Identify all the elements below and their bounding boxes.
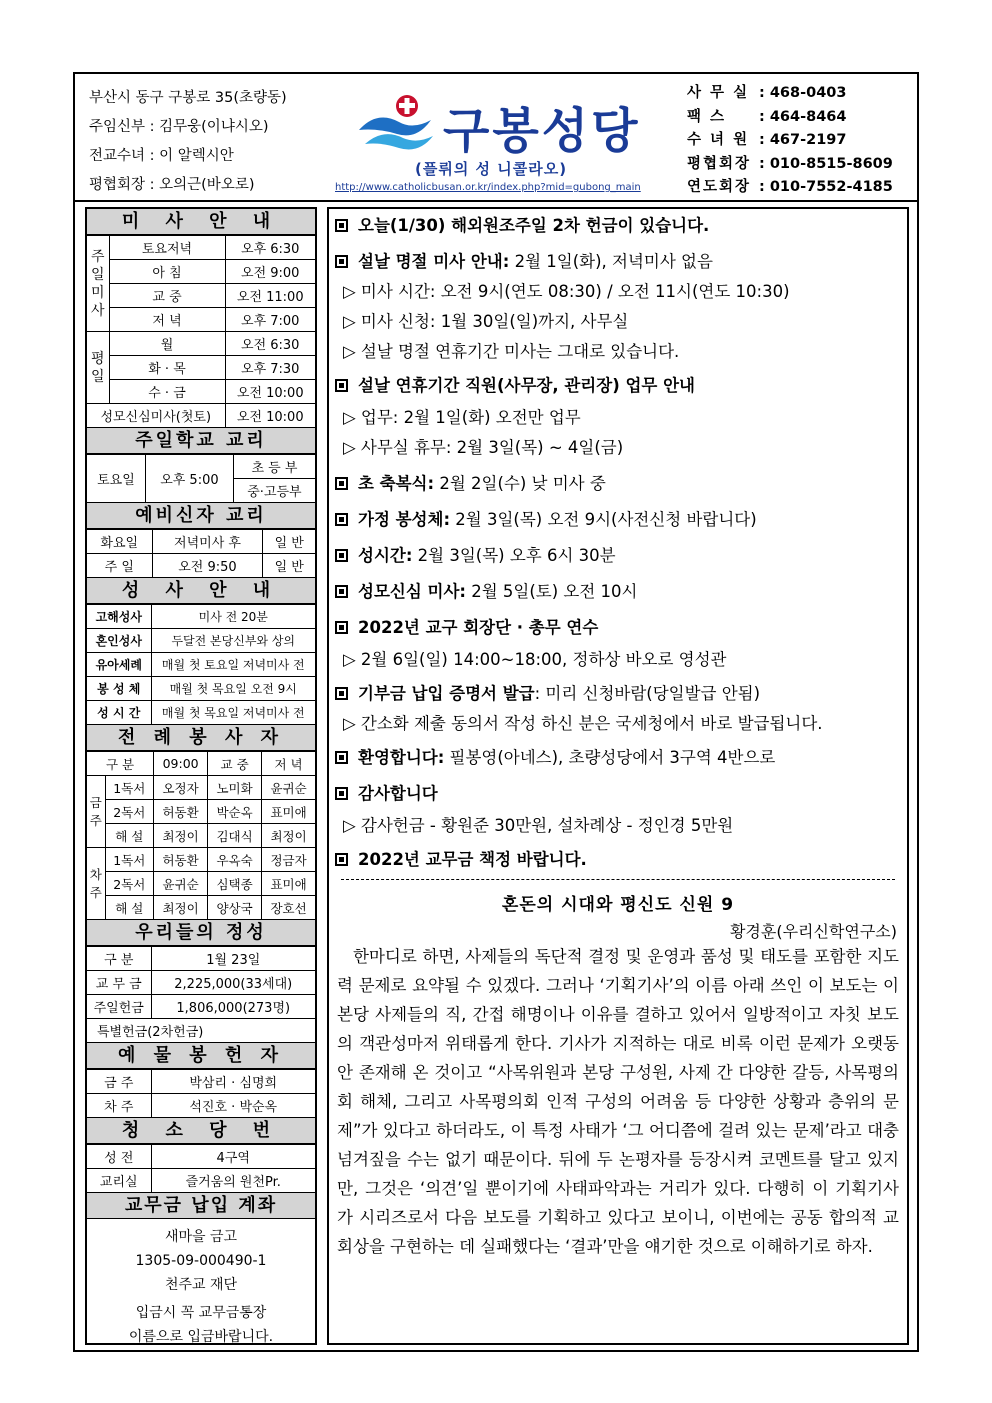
mass-title: 미 사 안 내 <box>87 209 315 235</box>
notice-item: 감사합니다 <box>335 783 901 805</box>
notice-item: 2022년 교구 회장단 · 총무 연수 <box>335 617 901 639</box>
pastor: 주임신부 : 김무웅(이냐시오) <box>89 119 269 135</box>
sacraments-title: 성 사 안 내 <box>87 578 315 604</box>
divider <box>341 879 895 880</box>
donors-title: 예 물 봉 헌 자 <box>87 1043 315 1069</box>
bullet-icon <box>335 513 348 526</box>
bulletin-frame <box>73 72 919 1352</box>
header <box>75 74 917 202</box>
weekday-mass-label: 평일 <box>87 332 109 404</box>
donors-table: 금 주 박삼리 · 심명희 차 주 석진호 · 박순옥 <box>87 1069 315 1118</box>
bank-title: 교무금 납입 계좌 <box>87 1193 315 1219</box>
parish-title: 구봉성당 <box>443 103 641 159</box>
parish-logo <box>335 88 675 198</box>
notice-item: 오늘(1/30) 해외원조주일 2차 헌금이 있습니다. <box>335 215 901 237</box>
catechumen-title: 예비신자 교리 <box>87 503 315 529</box>
bullet-icon <box>335 751 348 764</box>
bullet-icon <box>335 255 348 268</box>
contact-list <box>687 82 893 200</box>
bullet-icon <box>335 219 348 232</box>
president: 평협회장 : 오의근(바오로) <box>89 177 255 193</box>
sister: 전교수녀 : 이 알렉시안 <box>89 148 234 164</box>
parish-patron: (플뤼의 성 니콜라오) <box>415 160 568 178</box>
notice-item: 초 축복식: 2월 2일(수) 낮 미사 중 <box>335 473 901 495</box>
contact-row: 수 녀 원 : 467-2197 <box>687 132 847 148</box>
notice-item: 성시간: 2월 3일(목) 오후 6시 30분 <box>335 545 901 567</box>
sacraments-table: 고해성사 미사 전 20분 혼인성사 두달전 본당신부와 상의 유아세례 매월 첫 토요일 저녁미사 전 봉 성 체 매월 첫 목요일 오전 9시 성 시 간 매월 첫 목요일 저녁미사 전 <box>87 604 315 725</box>
church-wave-icon <box>355 90 435 160</box>
catechumen-table: 화요일 저녁미사 후 일 반 주 일 오전 9:50 일 반 <box>87 529 315 578</box>
notice-item: 가정 봉성체: 2월 3일(목) 오전 9시(사전신청 바랍니다) <box>335 509 901 531</box>
contact-row: 연도회장 : 010-7552-4185 <box>687 179 893 195</box>
bullet-icon <box>335 787 348 800</box>
cleaning-table: 성 전 4구역 교리실 즐거움의 원천Pr. <box>87 1144 315 1193</box>
notice-item: 환영합니다: 필봉영(아네스), 초량성당에서 3구역 4반으로 <box>335 747 901 769</box>
sunday-school-table: 토요일 오후 5:00 초 등 부 중·고등부 <box>87 454 315 503</box>
bullet-icon <box>335 687 348 700</box>
bank-info: 새마을 금고 1305-09-000490-1 천주교 재단 입금시 꼭 교무금통장 이름으로 입금바랍니다. <box>128 1229 274 1345</box>
bullet-icon <box>335 585 348 598</box>
bullet-icon <box>335 853 348 866</box>
contact-row: 팩 스 : 464-8464 <box>687 108 847 125</box>
notice-item: 2022년 교무금 책정 바랍니다. <box>335 849 901 871</box>
liturgy-table: 구 분 09:00 교 중 저 녁 금주 1독서 오정자 노미화 윤귀순 2독서 허동환 박순옥 표미애 해 설 최정이 김대식 최정이 차주 1독서 허동환 우옥숙 정금자 2독서 윤귀순 심택종 표미애 해 설 최정이 양상국 장호선 <box>87 751 315 920</box>
mass-table: 주일미사 토요저녁 오후 6:30 아 침 오전 9:00 교 중 오전 11:00 저 녁 오후 7:00 평일 월 오전 6:30 화 · 목 오후 7:30 수 · 금 오전 10:00 성모신심미사(첫토) 오전 10:00 <box>87 235 315 428</box>
parish-url[interactable]: http://www.catholicbusan.or.kr/index.php?mid=gubong_main <box>335 182 641 193</box>
sunday-mass-label: 주일미사 <box>87 236 109 332</box>
notice-item: 설날 명절 미사 안내: 2월 1일(화), 저녁미사 없음 <box>335 251 901 273</box>
cleaning-title: 청 소 당 번 <box>87 1118 315 1144</box>
bullet-icon <box>335 549 348 562</box>
notice-item: 기부금 납입 증명서 발급: 미리 신청바람(당일발급 안됨) <box>335 683 901 705</box>
offering-title: 우리들의 정성 <box>87 920 315 946</box>
bullet-icon <box>335 621 348 634</box>
article-body: 한마디로 하면, 사제들의 독단적 결정 및 운영과 품성 및 태도를 포함한 지도력 문제로 요약될 수 있겠다. 그러나 ‘기획기사’의 이름 아래 쓰인 이 보도는 이 본당 사제들의 직, 간접 해명이나 이유를 결하고 있어서 일방적이고 자칫 보도의 객관성마저 위태롭게 한다. 기사가 지적하는 대로 비록 이런 문제가 오랫동안 존재해 온 것이고 “사목위원과 본당 구성원, 사제 간 다양한 갈등, 사목평의회 해체, 그리고 사목평의회 인적 구성의 어려움 등 다양한 상황과 층위의 문제”가 있다고 하더라도, 이 특정 사태가 ‘그 어디쯤에 걸려 있는 문제’라고 대충 넘겨짚을 수는 없기 때문이다. 뒤에 두 논평자를 등장시켜 코멘트를 달고 있지만, 그것은 ‘의견’일 뿐이기에 사태파악과는 거리가 있다. 다행히 이 기획기사가 시리즈로서 다음 보도를 기획하고 있다고 보이니, 이번에는 공동 합의적 교회상을 구현하는 데 실패했다는 ‘결과’만을 얘기한 것으로 이해하기로 하자. <box>337 947 899 1256</box>
article-author: 황경훈(우리신학연구소) <box>729 922 897 941</box>
liturgy-title: 전 례 봉 사 자 <box>87 725 315 751</box>
sunday-school-title: 주일학교 교리 <box>87 428 315 454</box>
contact-row: 사 무 실 : 468-0403 <box>687 85 847 101</box>
notices-panel: 오늘(1/30) 해외원조주일 2차 헌금이 있습니다. 설날 명절 미사 안내: 2월 1일(화), 저녁미사 없음 ▷ 미사 시간: 오전 9시(연도 08:30) / 오전 11시(연도 10:30) ▷ 미사 신청: 1월 30일(일)까지, 사무실 ▷ 설날 명절 연휴기간 미사는 그대로 있습니다. 설날 연휴기간 직원(사무장, 관리장) 업무 안내 ▷ 업무: 2월 1일(화) 오전만 업무 ▷ 사무실 휴무: 2월 3일(목) ~ 4일(금) 초 축복식: 2월 2일(수) 낮 미사 중 가정 봉성체: 2월 3일(목) 오전 9시(사전신청 바랍니다) 성시간: 2월 3일(목) 오후 6시 30분 성모신심 미사: 2월 5일(토) 오전 10시 2022년 교구 회장단 · 총무 연수 ▷ 2월 6일(일) 14:00~18:00, 정하상 바오로 영성관 기부금 납입 증명서 발급: 미리 신청바람(당일발급 안됨) ▷ 간소화 제출 동의서 작성 하신 분은 국세청에서 바로 발급됩니다. 환영합니다: 필봉영(아네스), 초량성당에서 3구역 4반으로 감사합니다 ▷ 감사헌금 - 황원준 30만원, 설차례상 - 정인경 5만원 2022년 교무금 책정 바랍니다. 혼돈의 시대와 평신도 신원 9 황경훈(우리신학연구소) 한마디로 하면, 사제들의 독단적 결정 및 운영과 품성 및 태도를 포함한 지도력 문제로 요약될 수 있겠다. 그러나 ‘기획기사’의 이름 아래 쓰인 이 보도는 이 본당 사제들의 직, 간접 해명이나 이유를 결하고 있어서 일방적이고 자칫 보도의 객관성마저 위태롭게 한다. 기사가 지적하는 대로 비록 이런 문제가 오랫동안 존재해 온 것이고 “사목위원과 본당 구성원, 사제 간 다양한 갈등, 사목평의회 해체, 그리고 사목평의회 인적 구성의 어려움 등 다양한 상황과 층위의 문제”가 있다고 하더라도, 이 특정 사태가 ‘그 어디쯤에 걸려 있는 문제’라고 대충 넘겨짚을 수는 없기 때문이다. 뒤에 두 논평자를 등장시켜 코멘트를 달고 있지만, 그것은 ‘의견’일 뿐이기에 사태파악과는 거리가 있다. 다행히 이 기획기사가 시리즈로서 다음 보도를 기획하고 있다고 보이니, 이번에는 공동 합의적 교회상을 구현하는 데 실패했다는 ‘결과’만을 얘기한 것으로 이해하기로 하자. <box>327 207 909 1345</box>
bullet-icon <box>335 379 348 392</box>
parish-info <box>89 84 287 200</box>
info-sidebar <box>85 207 317 1345</box>
offering-table: 구 분 1월 23일 교 무 금 2,225,000(33세대) 주일헌금 1,806,000(273명) 특별헌금(2차헌금) <box>87 946 315 1043</box>
notice-item: 성모신심 미사: 2월 5일(토) 오전 10시 <box>335 581 901 603</box>
article-title: 혼돈의 시대와 평신도 신원 9 <box>501 895 735 915</box>
bullet-icon <box>335 477 348 490</box>
notice-item: 설날 연휴기간 직원(사무장, 관리장) 업무 안내 <box>335 375 901 397</box>
address: 부산시 동구 구봉로 35(초량동) <box>89 90 287 106</box>
contact-row: 평협회장 : 010-8515-8609 <box>687 155 893 172</box>
